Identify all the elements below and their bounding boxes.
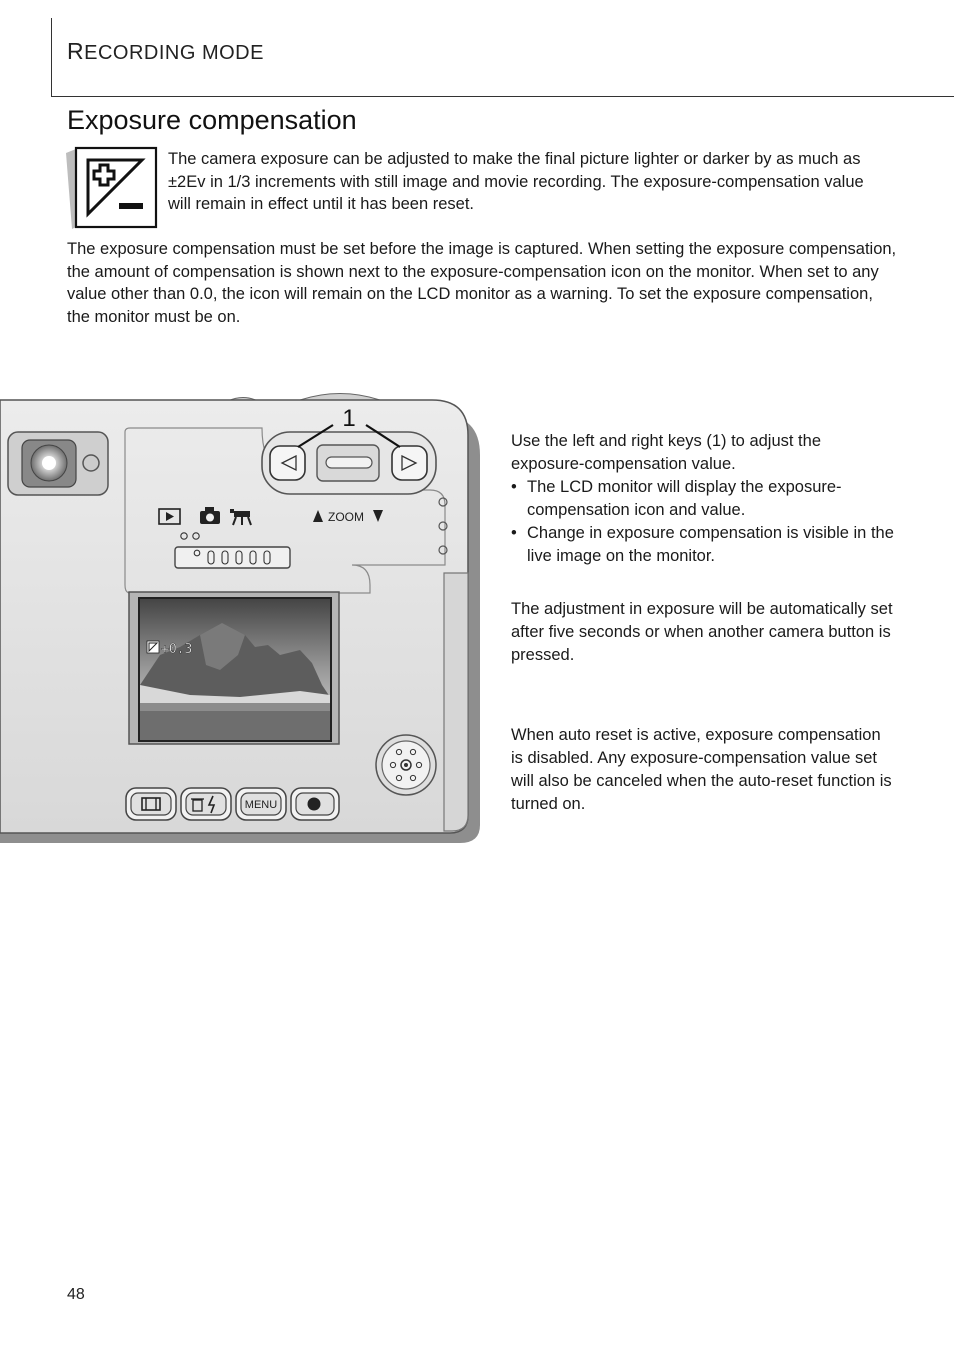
instruction-bullet: • Change in exposure compensation is visible in the live image on the monitor.: [511, 522, 896, 568]
instruction-bullet: • The LCD monitor will display the exposure-compensation icon and value.: [511, 476, 896, 522]
section-title-rest: ECORDING MODE: [84, 42, 264, 64]
callout-number: 1: [342, 405, 356, 432]
body-paragraph: The exposure compensation must be set before the image is captured. When setting the exposure compensation, the amount of compensation is shown next to the exposure-compensation icon on the monitor. When set to any value other than 0.0, the icon will remain on the LCD monitor as a warning. To set the exposure compensation, the monitor must be on.: [67, 240, 897, 327]
auto-reset-paragraph: When auto reset is active, exposure compensation is disabled. Any exposure-compensation value set will also be canceled when the auto-reset function is turned on.: [511, 726, 892, 813]
section-title: [67, 38, 264, 65]
header-vertical-rule: [51, 18, 52, 96]
page-number: 48: [67, 1286, 85, 1303]
section-title-initial: R: [67, 38, 85, 64]
record-icon: [308, 798, 321, 811]
lcd-ev-value: +0.3: [161, 642, 193, 657]
instruction-main: Use the left and right keys (1) to adjust the exposure-compensation value.: [511, 432, 821, 473]
camera-back-illustration: [0, 385, 490, 855]
instructions-block: [511, 430, 896, 568]
page-title: Exposure compensation: [67, 105, 357, 135]
intro-paragraph: The camera exposure can be adjusted to make the final picture lighter or darker by as much as ±2Ev in 1/3 increments with still image and movie recording. The exposure-compensation value will remain in effect until it has been reset.: [168, 150, 864, 213]
instruction-bullets: [511, 476, 896, 568]
zoom-label: ZOOM: [328, 510, 364, 524]
auto-set-paragraph: The adjustment in exposure will be automatically set after five seconds or when another camera button is pressed.: [511, 600, 893, 664]
header-horizontal-rule: [51, 96, 954, 97]
exposure-compensation-icon: [66, 145, 158, 229]
menu-label: MENU: [244, 799, 278, 811]
